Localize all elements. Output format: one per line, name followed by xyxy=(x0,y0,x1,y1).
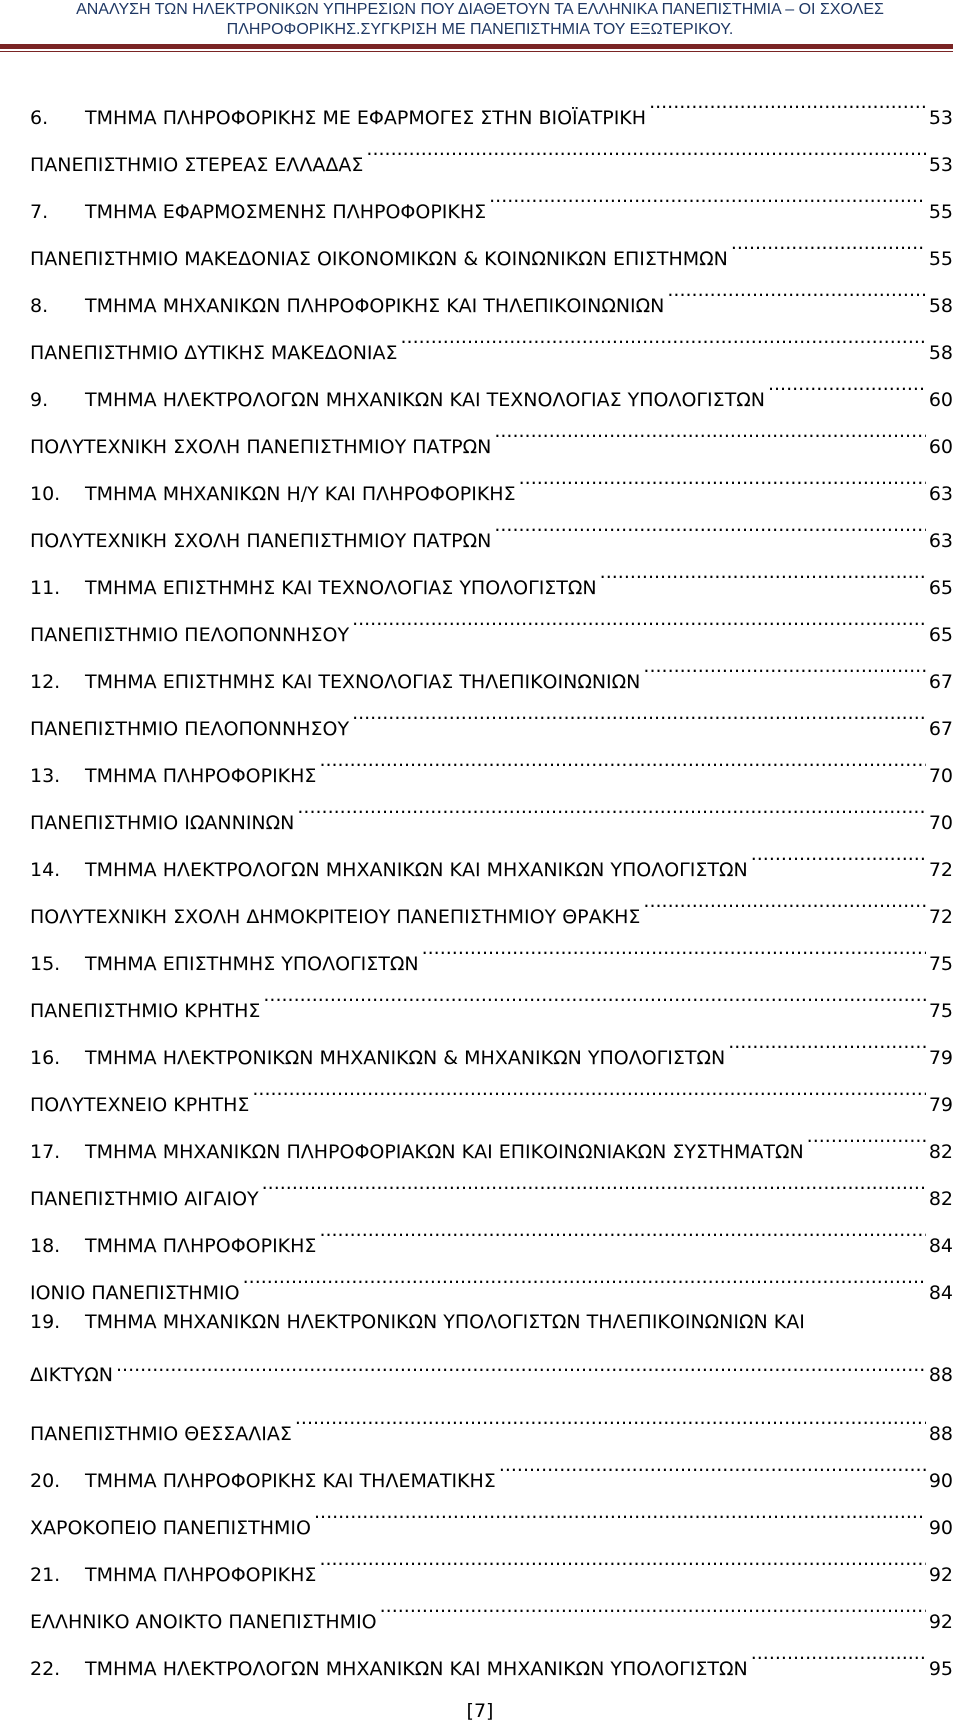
toc-entry[interactable] xyxy=(30,77,953,129)
toc-entry-number: 22. xyxy=(30,1658,61,1680)
toc-entry[interactable] xyxy=(30,923,953,975)
toc-entry-title: ΠΑΝΕΠΙΣΤΗΜΙΟ ΣΤΕΡΕΑΣ ΕΛΛΑΔΑΣ xyxy=(30,154,364,176)
toc-entry-page: 67 xyxy=(928,718,953,740)
dot-leader xyxy=(600,547,926,594)
toc-entry-title: ΤΜΗΜΑ ΕΠΙΣΤΗΜΗΣ ΥΠΟΛΟΓΙΣΤΩΝ xyxy=(85,953,419,975)
toc-entry-page: 63 xyxy=(928,530,953,552)
dot-leader xyxy=(751,829,926,876)
toc-entry-number: 13. xyxy=(30,765,61,787)
toc-entry-page: 75 xyxy=(928,1000,953,1022)
dot-leader xyxy=(751,1628,926,1675)
toc-entry[interactable] xyxy=(30,782,953,834)
toc-entry-page: 53 xyxy=(928,154,953,176)
dot-leader xyxy=(768,359,926,406)
toc-entry-page: 75 xyxy=(928,953,953,975)
toc-entry-page: 79 xyxy=(928,1047,953,1069)
toc-entry[interactable] xyxy=(30,1158,953,1210)
toc-entry-title: ΤΜΗΜΑ ΕΠΙΣΤΗΜΗΣ ΚΑΙ ΤΕΧΝΟΛΟΓΙΑΣ ΥΠΟΛΟΓΙΣΤΩΝ xyxy=(85,577,597,599)
dot-leader xyxy=(297,782,925,829)
table-of-contents xyxy=(30,77,953,1680)
toc-entry[interactable] xyxy=(30,641,953,693)
toc-entry[interactable] xyxy=(30,453,953,505)
toc-entry-page: 92 xyxy=(928,1564,953,1586)
toc-entry-page: 90 xyxy=(928,1470,953,1492)
dot-leader xyxy=(401,312,926,359)
toc-entry-title: ΤΜΗΜΑ ΠΛΗΡΟΦΟΡΙΚΗΣ ΜΕ ΕΦΑΡΜΟΓΕΣ ΣΤΗΝ ΒΙΟΪΑΤΡΙΚΗ xyxy=(85,107,647,129)
toc-entry-title: ΠΑΝΕΠΙΣΤΗΜΙΟ ΑΙΓΑΙΟΥ xyxy=(30,1188,259,1210)
toc-entry-title: ΤΜΗΜΑ ΕΦΑΡΜΟΣΜΕΝΗΣ ΠΛΗΡΟΦΟΡΙΚΗΣ xyxy=(85,201,487,223)
dot-leader xyxy=(519,453,926,500)
toc-entry[interactable] xyxy=(30,124,953,176)
toc-entry[interactable] xyxy=(30,547,953,599)
toc-entry-title: ΕΛΛΗΝΙΚΟ ΑΝΟΙΚΤΟ ΠΑΝΕΠΙΣΤΗΜΙΟ xyxy=(30,1611,377,1633)
toc-entry-title: ΠΑΝΕΠΙΣΤΗΜΙΟ ΘΕΣΣΑΛΙΑΣ xyxy=(30,1423,292,1445)
toc-entry-title: ΠΑΝΕΠΙΣΤΗΜΙΟ ΠΕΛΟΠΟΝΝΗΣΟΥ xyxy=(30,718,350,740)
toc-entry[interactable] xyxy=(30,688,953,740)
toc-entry-page: 55 xyxy=(928,248,953,270)
toc-entry-title: ΤΜΗΜΑ ΗΛΕΚΤΡΟΛΟΓΩΝ ΜΗΧΑΝΙΚΩΝ ΚΑΙ ΜΗΧΑΝΙΚΩΝ ΥΠΟΛΟΓΙΣΤΩΝ xyxy=(85,1658,748,1680)
dot-leader xyxy=(494,406,925,453)
toc-entry-title: ΤΜΗΜΑ ΗΛΕΚΤΡΟΛΟΓΩΝ ΜΗΧΑΝΙΚΩΝ ΚΑΙ ΤΕΧΝΟΛΟΓΙΑΣ ΥΠΟΛΟΓΙΣΤΩΝ xyxy=(85,389,765,411)
dot-leader xyxy=(243,1252,926,1299)
toc-entry-page: 60 xyxy=(928,389,953,411)
toc-entry-page: 82 xyxy=(928,1188,953,1210)
toc-entry-page: 82 xyxy=(928,1141,953,1163)
toc-entry-number: 9. xyxy=(30,389,49,411)
toc-entry-title: ΤΜΗΜΑ ΜΗΧΑΝΙΚΩΝ ΠΛΗΡΟΦΟΡΙΑΚΩΝ ΚΑΙ ΕΠΙΚΟΙΝΩΝΙΑΚΩΝ ΣΥΣΤΗΜΑΤΩΝ xyxy=(85,1141,804,1163)
toc-entry-title: ΤΜΗΜΑ ΜΗΧΑΝΙΚΩΝ ΠΛΗΡΟΦΟΡΙΚΗΣ ΚΑΙ ΤΗΛΕΠΙΚΟΙΝΩΝΙΩΝ xyxy=(85,295,665,317)
toc-entry-number: 14. xyxy=(30,859,61,881)
dot-leader xyxy=(489,171,926,218)
dot-leader xyxy=(731,218,926,265)
dot-leader xyxy=(319,1205,925,1252)
dot-leader xyxy=(262,1158,926,1205)
toc-entry-page: 84 xyxy=(928,1235,953,1257)
toc-entry-page: 63 xyxy=(928,483,953,505)
toc-entry-number: 6. xyxy=(30,107,49,129)
toc-entry[interactable] xyxy=(30,1393,953,1445)
running-header xyxy=(0,0,960,52)
toc-entry[interactable] xyxy=(30,312,953,364)
toc-entry[interactable] xyxy=(30,359,953,411)
toc-entry-title: ΠΟΛΥΤΕΧΝΕΙΟ ΚΡΗΤΗΣ xyxy=(30,1094,250,1116)
toc-entry-page: 58 xyxy=(928,342,953,364)
toc-entry[interactable] xyxy=(30,1628,953,1680)
toc-entry-page: 84 xyxy=(928,1282,953,1304)
toc-entry-title: ΠΑΝΕΠΙΣΤΗΜΙΟ ΔΥΤΙΚΗΣ ΜΑΚΕΔΟΝΙΑΣ xyxy=(30,342,398,364)
toc-entry[interactable] xyxy=(30,594,953,646)
dot-leader xyxy=(422,923,926,970)
toc-entry[interactable] xyxy=(30,1017,953,1069)
toc-entry-number: 10. xyxy=(30,483,61,505)
dot-leader xyxy=(499,1440,926,1487)
toc-entry[interactable] xyxy=(30,876,953,928)
toc-entry-title: ΤΜΗΜΑ ΠΛΗΡΟΦΟΡΙΚΗΣ ΚΑΙ ΤΗΛΕΜΑΤΙΚΗΣ xyxy=(85,1470,496,1492)
toc-entry-page: 90 xyxy=(928,1517,953,1539)
toc-entry[interactable] xyxy=(30,171,953,223)
header-title-line-2: ΠΛΗΡΟΦΟΡΙΚΗΣ.ΣΥΓΚΡΙΣΗ ΜΕ ΠΑΝΕΠΙΣΤΗΜΙΑ ΤΟΥ ΕΞΩΤΕΡΙΚΟΥ. xyxy=(226,21,734,38)
dot-leader xyxy=(366,124,925,171)
toc-entry-page: 55 xyxy=(928,201,953,223)
toc-entry-title: ΤΜΗΜΑ ΗΛΕΚΤΡΟΛΟΓΩΝ ΜΗΧΑΝΙΚΩΝ ΚΑΙ ΜΗΧΑΝΙΚΩΝ ΥΠΟΛΟΓΙΣΤΩΝ xyxy=(85,859,748,881)
toc-entry-title: ΤΜΗΜΑ ΜΗΧΑΝΙΚΩΝ ΗΛΕΚΤΡΟΝΙΚΩΝ ΥΠΟΛΟΓΙΣΤΩΝ ΤΗΛΕΠΙΚΟΙΝΩΝΙΩΝ ΚΑΙ xyxy=(85,1311,805,1333)
toc-entry-number: 8. xyxy=(30,295,49,317)
toc-entry-page: 70 xyxy=(928,812,953,834)
toc-entry[interactable] xyxy=(30,1252,953,1304)
toc-entry-number: 17. xyxy=(30,1141,61,1163)
dot-leader xyxy=(352,594,926,641)
toc-entry-number: 11. xyxy=(30,577,61,599)
toc-entry-title: ΠΑΝΕΠΙΣΤΗΜΙΟ ΜΑΚΕΔΟΝΙΑΣ ΟΙΚΟΝΟΜΙΚΩΝ & ΚΟΙΝΩΝΙΚΩΝ ΕΠΙΣΤΗΜΩΝ xyxy=(30,248,728,270)
toc-entry-page: 88 xyxy=(928,1364,953,1386)
toc-entry[interactable] xyxy=(30,406,953,458)
toc-entry-title: ΤΜΗΜΑ ΠΛΗΡΟΦΟΡΙΚΗΣ xyxy=(85,765,317,787)
toc-entry[interactable] xyxy=(30,1487,953,1539)
page-number: [7] xyxy=(466,1700,494,1722)
toc-entry[interactable] xyxy=(30,265,953,317)
toc-entry-title: ΧΑΡΟΚΟΠΕΙΟ ΠΑΝΕΠΙΣΤΗΜΙΟ xyxy=(30,1517,311,1539)
dot-leader xyxy=(494,500,925,547)
toc-entry[interactable] xyxy=(30,1440,953,1492)
dot-leader xyxy=(667,265,925,312)
toc-entry[interactable] xyxy=(30,1205,953,1257)
toc-entry-number: 15. xyxy=(30,953,61,975)
toc-entry-title: ΠΑΝΕΠΙΣΤΗΜΙΟ ΙΩΑΝΝΙΝΩΝ xyxy=(30,812,295,834)
dot-leader xyxy=(728,1017,926,1064)
dot-leader xyxy=(295,1393,926,1440)
toc-entry-number: 12. xyxy=(30,671,61,693)
toc-entry-page: 58 xyxy=(928,295,953,317)
dot-leader xyxy=(643,876,925,923)
toc-entry-title: ΙΟΝΙΟ ΠΑΝΕΠΙΣΤΗΜΙΟ xyxy=(30,1282,240,1304)
toc-entry-page: 65 xyxy=(928,624,953,646)
toc-entry-number: 21. xyxy=(30,1564,61,1586)
toc-entry-title: ΠΑΝΕΠΙΣΤΗΜΙΟ ΚΡΗΤΗΣ xyxy=(30,1000,261,1022)
header-rule xyxy=(0,44,953,49)
toc-entry-page: 95 xyxy=(928,1658,953,1680)
dot-leader xyxy=(319,735,925,782)
dot-leader xyxy=(643,641,925,688)
toc-entry-page: 70 xyxy=(928,765,953,787)
dot-leader xyxy=(252,1064,925,1111)
header-rule-thin xyxy=(0,51,953,52)
toc-entry[interactable] xyxy=(30,1111,953,1163)
toc-entry-title: ΠΟΛΥΤΕΧΝΙΚΗ ΣΧΟΛΗ ΠΑΝΕΠΙΣΤΗΜΙΟΥ ΠΑΤΡΩΝ xyxy=(30,530,492,552)
toc-entry-page: 60 xyxy=(928,436,953,458)
dot-leader xyxy=(319,1534,925,1581)
toc-entry[interactable] xyxy=(30,1064,953,1116)
toc-entry-page: 92 xyxy=(928,1611,953,1633)
toc-entry[interactable] xyxy=(30,970,953,1022)
toc-entry-number: 19. xyxy=(30,1311,61,1333)
toc-entry-page: 72 xyxy=(928,906,953,928)
toc-entry-title: ΤΜΗΜΑ ΠΛΗΡΟΦΟΡΙΚΗΣ xyxy=(85,1235,317,1257)
toc-entry-number: 16. xyxy=(30,1047,61,1069)
toc-entry-number: 7. xyxy=(30,201,49,223)
dot-leader xyxy=(314,1487,926,1534)
toc-entry-number: 18. xyxy=(30,1235,61,1257)
toc-entry[interactable] xyxy=(30,500,953,552)
header-title-line-1: ΑΝΑΛΥΣΗ ΤΩΝ ΗΛΕΚΤΡΟΝΙΚΩΝ ΥΠΗΡΕΣΙΩΝ ΠΟΥ ΔΙΑΘΕΤΟΥΝ ΤΑ ΕΛΛΗΝΙΚΑ ΠΑΝΕΠΙΣΤΗΜΙΑ – ΟΙ ΣΧΟΛΕΣ xyxy=(76,1,884,18)
toc-entry-title: ΠΟΛΥΤΕΧΝΙΚΗ ΣΧΟΛΗ ΔΗΜΟΚΡΙΤΕΙΟΥ ΠΑΝΕΠΙΣΤΗΜΙΟΥ ΘΡΑΚΗΣ xyxy=(30,906,641,928)
dot-leader xyxy=(263,970,925,1017)
dot-leader xyxy=(380,1581,926,1628)
toc-entry[interactable] xyxy=(30,1299,953,1386)
dot-leader xyxy=(352,688,926,735)
dot-leader xyxy=(116,1346,926,1381)
toc-entry-title-continuation: ΔΙΚΤΥΩΝ xyxy=(30,1364,114,1386)
toc-entry-title: ΠΑΝΕΠΙΣΤΗΜΙΟ ΠΕΛΟΠΟΝΝΗΣΟΥ xyxy=(30,624,350,646)
toc-entry[interactable] xyxy=(30,1581,953,1633)
toc-entry[interactable] xyxy=(30,829,953,881)
toc-entry-page: 72 xyxy=(928,859,953,881)
toc-entry-page: 53 xyxy=(928,107,953,129)
toc-entry[interactable] xyxy=(30,735,953,787)
toc-entry-title: ΤΜΗΜΑ ΕΠΙΣΤΗΜΗΣ ΚΑΙ ΤΕΧΝΟΛΟΓΙΑΣ ΤΗΛΕΠΙΚΟΙΝΩΝΙΩΝ xyxy=(85,671,641,693)
toc-entry[interactable] xyxy=(30,218,953,270)
dot-leader xyxy=(649,77,926,124)
toc-entry[interactable] xyxy=(30,1534,953,1586)
toc-entry-page: 67 xyxy=(928,671,953,693)
toc-entry-title: ΠΟΛΥΤΕΧΝΙΚΗ ΣΧΟΛΗ ΠΑΝΕΠΙΣΤΗΜΙΟΥ ΠΑΤΡΩΝ xyxy=(30,436,492,458)
toc-entry-title: ΤΜΗΜΑ ΜΗΧΑΝΙΚΩΝ Η/Υ ΚΑΙ ΠΛΗΡΟΦΟΡΙΚΗΣ xyxy=(85,483,516,505)
dot-leader xyxy=(807,1111,926,1158)
toc-entry-page: 65 xyxy=(928,577,953,599)
toc-entry-page: 79 xyxy=(928,1094,953,1116)
toc-entry-title: ΤΜΗΜΑ ΠΛΗΡΟΦΟΡΙΚΗΣ xyxy=(85,1564,317,1586)
toc-entry-title: ΤΜΗΜΑ ΗΛΕΚΤΡΟΝΙΚΩΝ ΜΗΧΑΝΙΚΩΝ & ΜΗΧΑΝΙΚΩΝ ΥΠΟΛΟΓΙΣΤΩΝ xyxy=(85,1047,726,1069)
toc-entry-page: 88 xyxy=(928,1423,953,1445)
toc-entry-number: 20. xyxy=(30,1470,61,1492)
